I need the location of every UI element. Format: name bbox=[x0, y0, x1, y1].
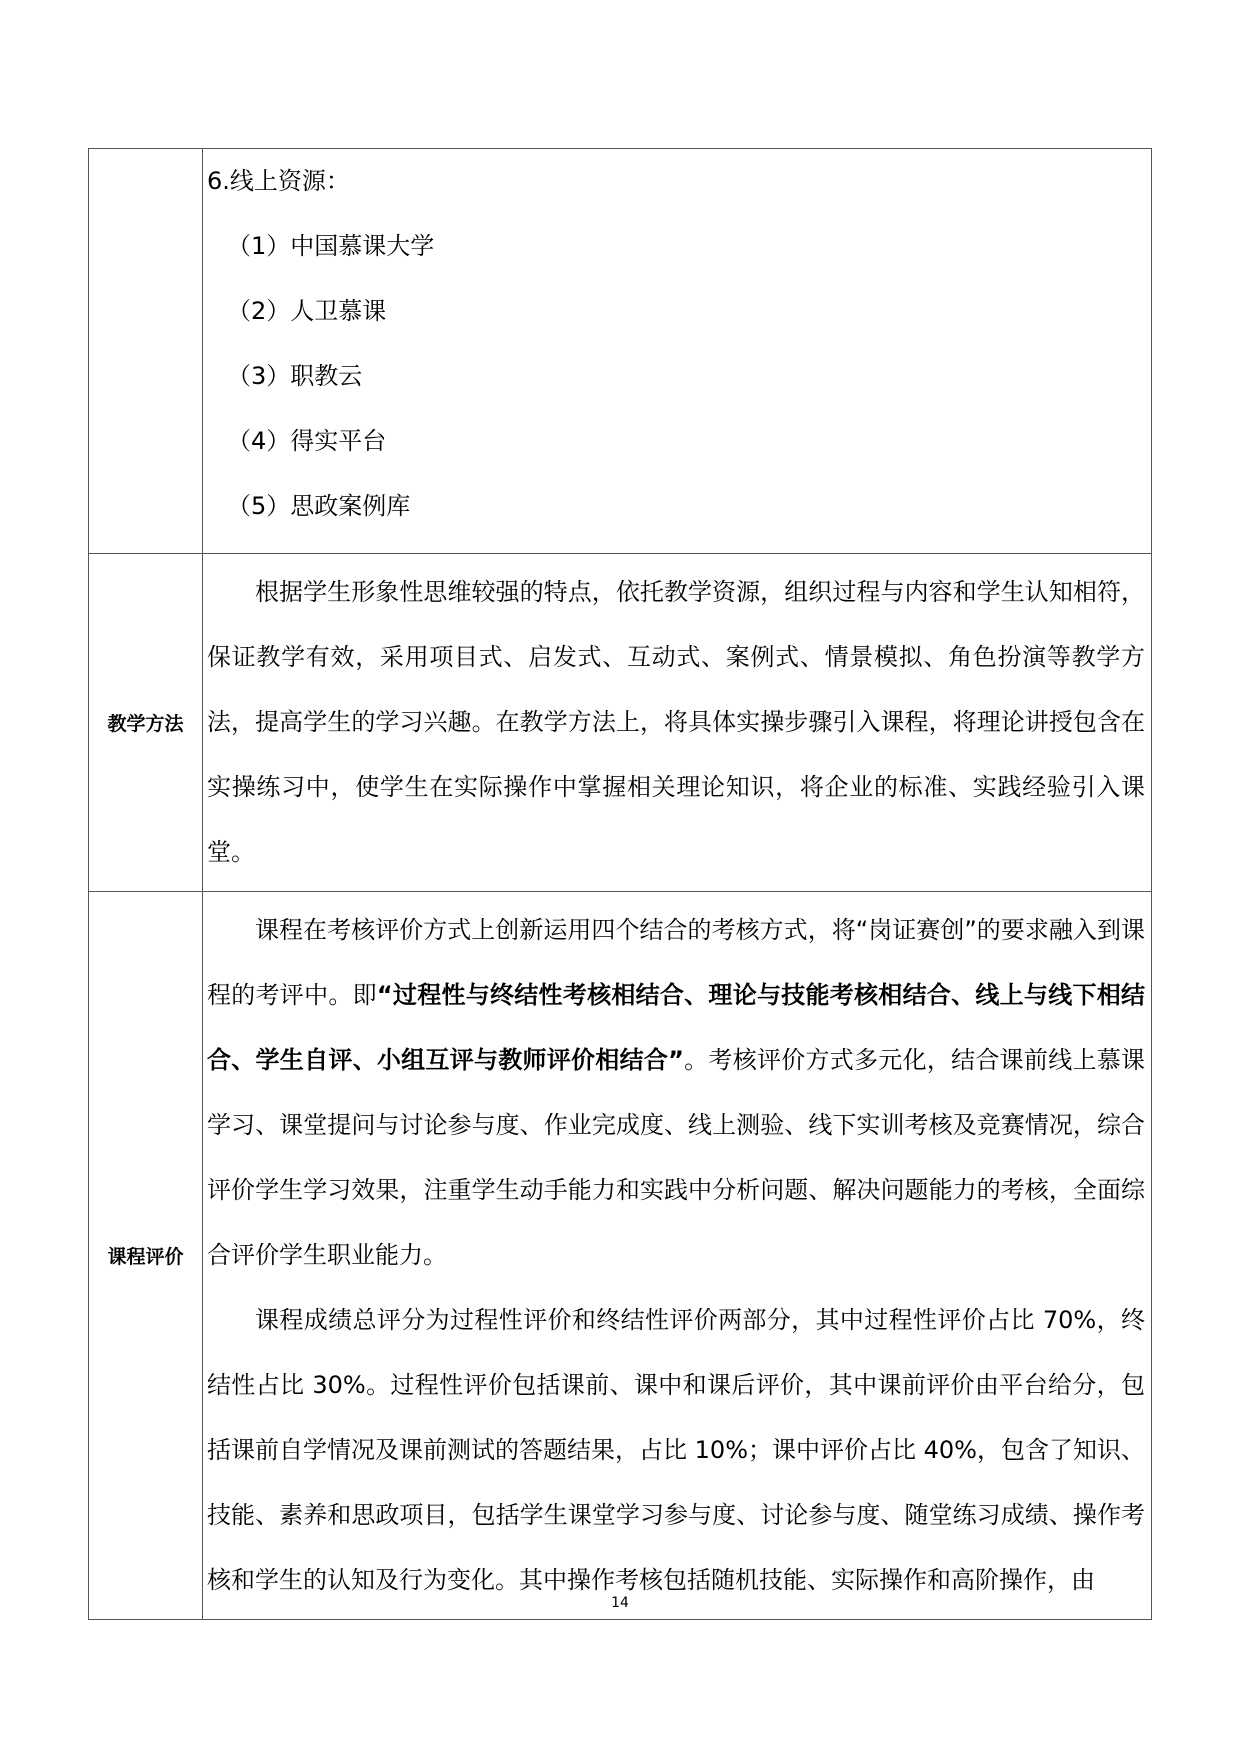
resource-item: （2）人卫慕课 bbox=[227, 297, 387, 325]
evaluation-paragraph-1 bbox=[207, 898, 1145, 1288]
teaching-methods-cell bbox=[203, 554, 1152, 892]
page-number: 14 bbox=[611, 1595, 629, 1611]
resource-item: （1）中国慕课大学 bbox=[227, 232, 435, 260]
teaching-methods-label: 教学方法 bbox=[89, 554, 203, 892]
teaching-methods-paragraph: 根据学生形象性思维较强的特点，依托教学资源，组织过程与内容和学生认知相符，保证教学有效，采用项目式、启发式、互动式、案例式、情景模拟、角色扮演等教学方法，提高学生的学习兴趣。在教学方法上，将具体实操步骤引入课程，将理论讲授包含在实操练习中，使学生在实际操作中掌握相关理论知识，将企业的标准、实践经验引入课堂。 bbox=[207, 578, 1145, 866]
row-teaching-methods bbox=[89, 554, 1152, 892]
evaluation-p1-bold: “过程性与终结性考核相结合、理论与技能考核相结合、线上与线下相结合、学生自评、小组互评与教师评价相结合” bbox=[207, 981, 1145, 1074]
row-label-empty bbox=[89, 149, 203, 554]
online-resources-cell bbox=[203, 149, 1152, 554]
row-course-evaluation bbox=[89, 892, 1152, 1620]
course-evaluation-cell bbox=[203, 892, 1152, 1620]
evaluation-paragraph-2: 课程成绩总评分为过程性评价和终结性评价两部分，其中过程性评价占比 70%，终结性占比 30%。过程性评价包括课前、课中和课后评价，其中课前评价由平台给分，包括课前自学情况及课前测试的答题结果，占比 10%；课中评价占比 40%，包含了知识、技能、素养和思政项目，包括学生课堂学习参与度、讨论参与度、随堂练习成绩、操作考核和学生的认知及行为变化。其中操作考核包括随机技能、实际操作和高阶操作，由 bbox=[207, 1306, 1145, 1594]
course-evaluation-label: 课程评价 bbox=[89, 892, 203, 1620]
online-resources-heading: 6.线上资源： bbox=[207, 167, 350, 195]
course-table bbox=[88, 148, 1152, 1620]
evaluation-p1-rest: 。考核评价方式多元化，结合课前线上慕课学习、课堂提问与讨论参与度、作业完成度、线上测验、线下实训考核及竞赛情况，综合评价学生学习效果，注重学生动手能力和实践中分析问题、解决问题能力的考核，全面综合评价学生职业能力。 bbox=[207, 1046, 1145, 1269]
evaluation-p1-intro: 课程在考核评价方式上创新运用四个结合的考核方式，将“岗证赛创”的要求融入到课程的考评中。即 bbox=[207, 916, 1145, 1009]
resource-item: （5）思政案例库 bbox=[227, 492, 411, 520]
row-online-resources bbox=[89, 149, 1152, 554]
resource-item: （3）职教云 bbox=[227, 362, 363, 390]
resource-item: （4）得实平台 bbox=[227, 427, 387, 455]
